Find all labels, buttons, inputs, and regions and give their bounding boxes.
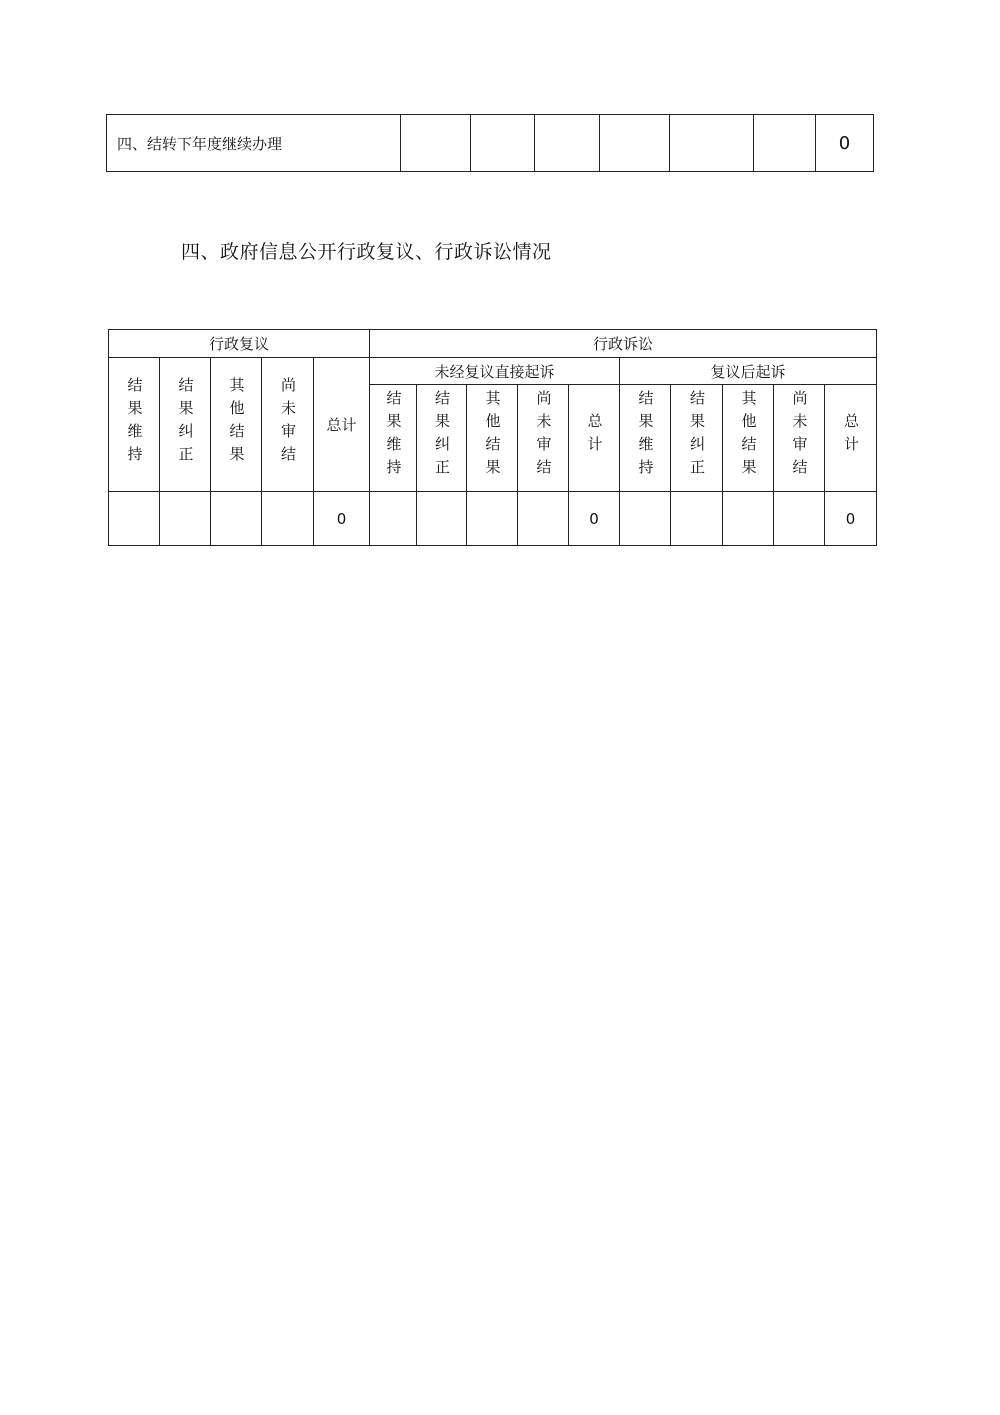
- after-other-header: 其他结果: [723, 385, 774, 492]
- direct-total-header: 总计: [569, 385, 620, 492]
- table-row: [109, 358, 877, 385]
- table-row: [109, 330, 877, 358]
- table-cell: [109, 492, 160, 546]
- admin-litigation-header: 行政诉讼: [370, 330, 877, 358]
- carry-over-cell: [754, 115, 816, 172]
- carry-over-table: [106, 114, 874, 172]
- after-maintained-header: 结果维持: [620, 385, 671, 492]
- carry-over-label: 四、结转下年度继续办理: [107, 115, 401, 172]
- review-maintained-header: 结果维持: [109, 358, 160, 492]
- table-cell: [620, 492, 671, 546]
- section-heading: 四、政府信息公开行政复议、行政诉讼情况: [181, 241, 552, 263]
- review-total-header: 总计: [314, 358, 370, 492]
- direct-total-cell: 0: [569, 492, 620, 546]
- table-cell: [262, 492, 314, 546]
- after-corrected-header: 结果纠正: [671, 385, 723, 492]
- table-cell: [160, 492, 211, 546]
- table-cell: [774, 492, 825, 546]
- carry-over-cell: [471, 115, 535, 172]
- direct-pending-header: 尚未审结: [518, 385, 569, 492]
- table-cell: [211, 492, 262, 546]
- direct-other-header: 其他结果: [467, 385, 518, 492]
- table-cell: [671, 492, 723, 546]
- review-litigation-table: [108, 329, 877, 546]
- direct-suit-header: 未经复议直接起诉: [370, 358, 620, 385]
- table-cell: [370, 492, 417, 546]
- review-total-cell: 0: [314, 492, 370, 546]
- table-cell: [518, 492, 569, 546]
- table-cell: [467, 492, 518, 546]
- table-row: [109, 492, 877, 546]
- after-total-header: 总计: [825, 385, 877, 492]
- after-pending-header: 尚未审结: [774, 385, 825, 492]
- table-cell: [417, 492, 467, 546]
- carry-over-cell: [670, 115, 754, 172]
- carry-over-cell: [401, 115, 471, 172]
- direct-maintained-header: 结果维持: [370, 385, 417, 492]
- after-review-header: 复议后起诉: [620, 358, 877, 385]
- table-row: [107, 115, 874, 172]
- review-corrected-header: 结果纠正: [160, 358, 211, 492]
- carry-over-total-cell: 0: [816, 115, 874, 172]
- table-cell: [723, 492, 774, 546]
- carry-over-cell: [535, 115, 600, 172]
- review-other-header: 其他结果: [211, 358, 262, 492]
- review-pending-header: 尚未审结: [262, 358, 314, 492]
- carry-over-cell: [600, 115, 670, 172]
- after-total-cell: 0: [825, 492, 877, 546]
- direct-corrected-header: 结果纠正: [417, 385, 467, 492]
- admin-review-header: 行政复议: [109, 330, 370, 358]
